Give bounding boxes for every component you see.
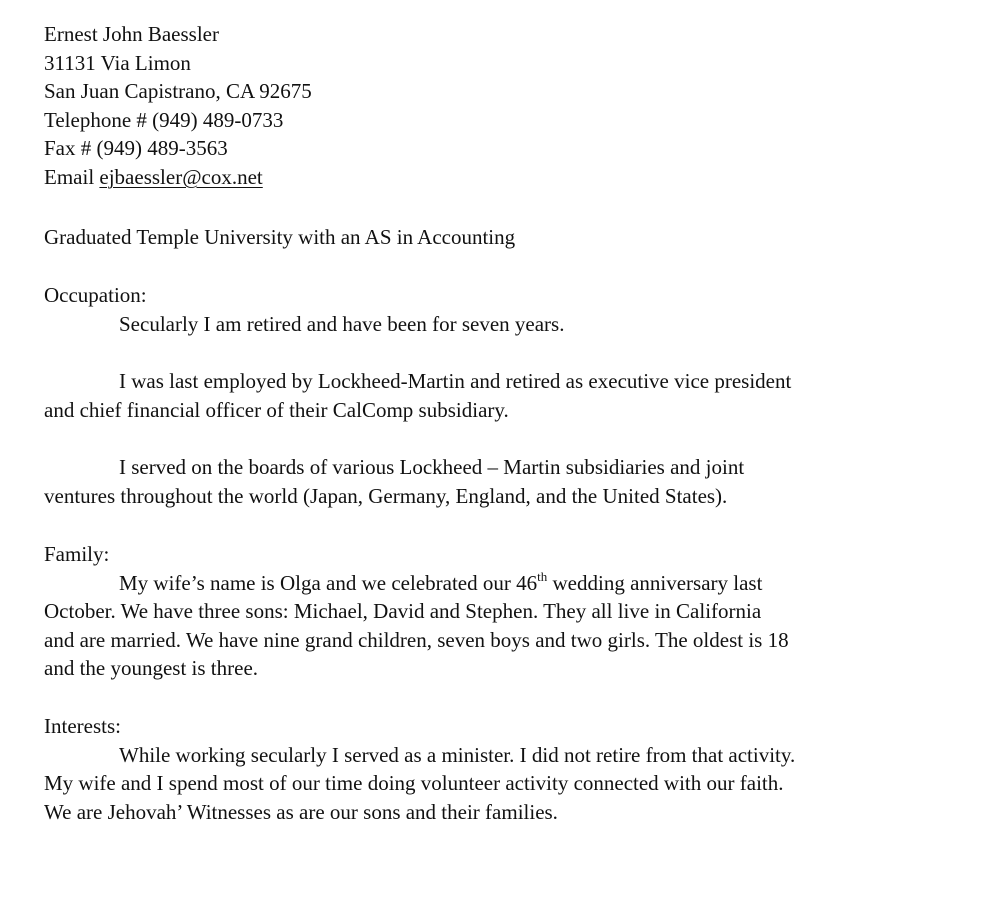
occupation-section <box>44 281 791 510</box>
ordinal-suffix: th <box>537 568 548 584</box>
interests-line-1: While working secularly I served as a minister. I did not retire from that activity. <box>119 742 796 767</box>
interests-line-2: My wife and I spend most of our time doing volunteer activity connected with our faith. <box>44 771 784 795</box>
family-line-1-text-b: wedding anniversary last <box>547 570 763 595</box>
contact-city-state-zip: San Juan Capistrano, CA 92675 <box>44 79 312 103</box>
family-line-1 <box>44 569 789 598</box>
occupation-paragraph-3-line-2: ventures throughout the world (Japan, Germany, England, and the United States). <box>44 483 728 508</box>
family-line-3: and are married. We have nine grand children, seven boys and two girls. The oldest is 18 <box>44 627 789 652</box>
contact-name: Ernest John Baessler <box>44 22 219 46</box>
education-line <box>44 223 515 252</box>
interests-heading: Interests: <box>44 714 121 738</box>
contact-telephone: Telephone # (949) 489-0733 <box>44 107 284 132</box>
occupation-paragraph-2-line-2: and chief financial officer of their CalComp subsidiary. <box>44 397 509 422</box>
contact-street: 31131 Via Limon <box>44 50 191 75</box>
occupation-paragraph-1: Secularly I am retired and have been for seven years. <box>119 311 565 336</box>
occupation-paragraph-2-line-1: I was last employed by Lockheed-Martin and retired as executive vice president <box>119 369 792 393</box>
contact-email-row <box>44 163 312 192</box>
family-heading: Family: <box>44 542 110 566</box>
family-line-1-text-a: My wife’s name is Olga and we celebrated our 46 <box>119 570 538 595</box>
occupation-heading: Occupation: <box>44 283 147 307</box>
occupation-paragraph-3-line-1: I served on the boards of various Lockheed – Martin subsidiaries and joint <box>119 455 745 479</box>
family-section <box>44 540 789 683</box>
education-text: Graduated Temple University with an AS in Accounting <box>44 225 516 249</box>
contact-block <box>44 20 312 191</box>
family-line-4: and the youngest is three. <box>44 656 259 680</box>
family-line-2: October. We have three sons: Michael, David and Stephen. They all live in California <box>44 599 762 623</box>
email-link[interactable]: ejbaessler@cox.net <box>99 164 263 189</box>
interests-section <box>44 712 795 826</box>
interests-line-3: We are Jehovah’ Witnesses as are our sons and their families. <box>44 799 558 824</box>
contact-fax: Fax # (949) 489-3563 <box>44 136 228 160</box>
email-label: Email <box>44 164 95 189</box>
